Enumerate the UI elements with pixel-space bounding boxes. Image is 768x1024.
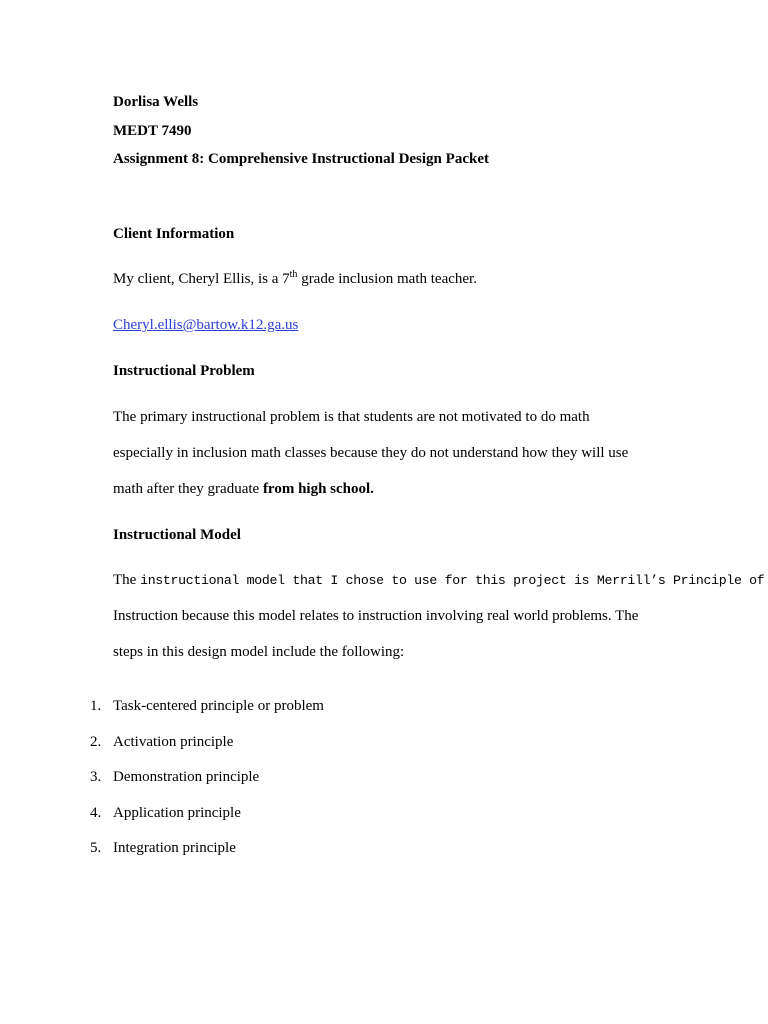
problem-line-2: especially in inclusion math classes because they do not understand how they will use <box>113 445 629 461</box>
course-code: MEDT 7490 <box>113 123 192 139</box>
problem-line-1: The primary instructional problem is that students are not motivated to do math <box>113 409 590 425</box>
model-line-1-serif: The <box>113 572 141 588</box>
client-heading: Client Information <box>113 226 235 242</box>
list-item-number: 3. <box>90 769 102 785</box>
model-line-2: Instruction because this model relates to instruction involving real world problems. The <box>113 608 639 624</box>
problem-line-3-bold: from high school. <box>262 481 374 497</box>
list-item-label: Integration principle <box>113 840 236 856</box>
author-name: Dorlisa Wells <box>113 94 199 110</box>
problem-line-3-normal: math after they graduate <box>113 481 263 497</box>
problem-line-3 <box>113 480 374 498</box>
client-description-end: grade inclusion math teacher. <box>297 271 477 287</box>
ordinal-superscript: th <box>289 269 298 280</box>
model-line-1-mono: instructional model that I chose to use for this project is Merrill’s Principle of <box>140 573 765 588</box>
assignment-title: Assignment 8: Comprehensive Instructional Design Packet <box>113 151 489 167</box>
list-item-label: Task-centered principle or problem <box>113 698 324 714</box>
model-line-3: steps in this design model include the following: <box>113 644 405 660</box>
list-item-number: 2. <box>90 734 102 750</box>
client-email-line <box>113 316 298 334</box>
list-item-number: 1. <box>90 698 102 714</box>
list-item-number: 5. <box>90 840 102 856</box>
model-line-1 <box>113 571 764 590</box>
client-email-link[interactable]: Cheryl.ellis@bartow.k12.ga.us <box>113 317 299 333</box>
list-item-label: Activation principle <box>113 734 234 750</box>
list-item-label: Application principle <box>113 805 241 821</box>
client-description <box>113 270 477 288</box>
client-description-start: My client, Cheryl Ellis, is a 7 <box>113 271 290 287</box>
list-item-label: Demonstration principle <box>113 769 260 785</box>
model-heading: Instructional Model <box>113 527 241 543</box>
list-item-number: 4. <box>90 805 102 821</box>
problem-heading: Instructional Problem <box>113 363 255 379</box>
